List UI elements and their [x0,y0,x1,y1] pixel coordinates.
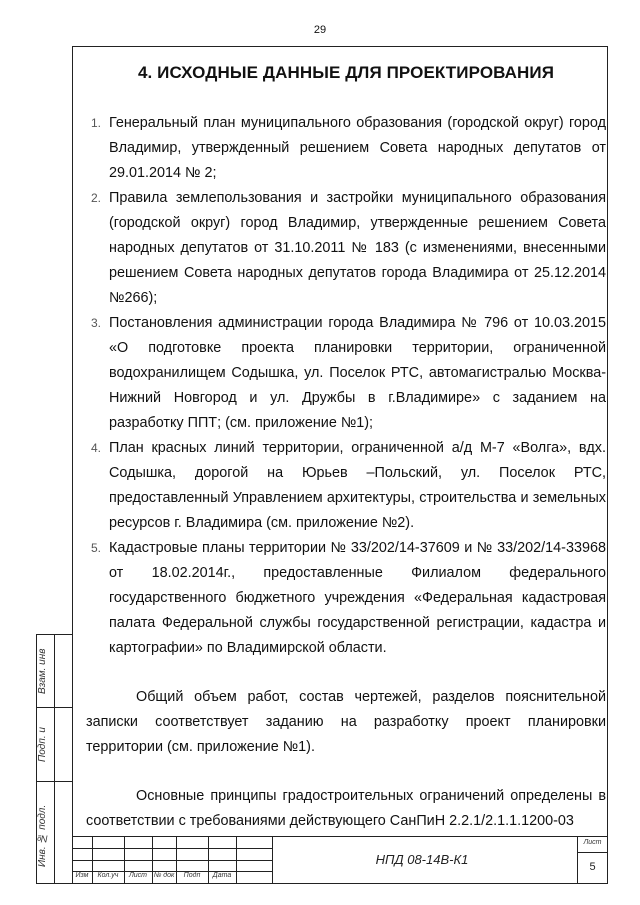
col-header: Лист [128,872,148,879]
list-item [86,311,606,436]
section-title: 4. ИСХОДНЫЕ ДАННЫЕ ДЛЯ ПРОЕКТИРОВАНИЯ [137,63,555,82]
col-header: Дата [212,872,232,879]
side-stamp [36,634,72,884]
podp-data-label: Подп. и [37,727,48,763]
title-block [72,836,608,884]
list-item-number: 1. [91,116,102,130]
list-item-number: 3. [91,316,102,330]
page-number: 29 [313,24,327,36]
list-item-text: Правила землепользования и застройки муниципального образования (городской округ) город Владимир, утвержденные решением Совета народных депутатов от 31.10.2011 № 183 (с изменениями, внесенными решением Совета народных депутатов города Владимира от 25.12.2014 №266); [109,190,606,306]
list-item-number: 4. [91,441,102,455]
principles-paragraph: Основные принципы градостроительных ограничений определены в соответствии с требованиями действующего СанПиН 2.2.1/2.1.1.1200-03 [86,788,606,829]
list-item-text: Постановления администрации города Владимира № 796 от 10.03.2015 «О подготовке проекта планировки территории, ограниченной водохранилищем Содышка, ул. Поселок РТС, автомагистралью Москва-Нижний Новгород и ул. Дружбы в г.Владимире» с заданием на разработку ППТ; (см. приложение №1); [109,315,606,431]
inv-podl-label: Инв. № подл. [37,804,48,868]
list-item-text: План красных линий территории, ограниченной а/д М-7 «Волга», вдх. Содышка, дорогой на Юрьев –Польский, ул. Поселок РТС, предоставленный Управлением архитектуры, строительства и земельных ресурсов г. Владимира (см. приложение №2). [109,440,606,531]
vzam-inv-label: Взам. инв [37,648,48,694]
list-item-number: 5. [91,541,102,555]
list-item-text: Кадастровые планы территории № 33/202/14-37609 и № 33/202/14-33968 от 18.02.2014г., предоставленные Филиалом федерального государственного бюджетного учреждения «Федеральная кадастровая палата Федеральной службы государственной регистрации, кадастра и картографии» по Владимирской области. [109,540,606,656]
list-item [86,536,606,661]
scope-paragraph: Общий объем работ, состав чертежей, разделов пояснительной записки соответствует заданию на разработку проект планировки территории (см. приложение №1). [86,689,606,755]
sheet-number: 5 [589,861,596,873]
document-body [86,58,606,834]
col-header: Изм [75,872,89,879]
list-item [86,111,606,186]
document-code: НПД 08-14В-К1 [375,852,469,867]
list-item-text: Генеральный план муниципального образования (городской округ) город Владимир, утвержденный решением Совета народных депутатов от 29.01.2014 № 2; [109,115,606,181]
list-item [86,186,606,311]
sheet-label: Лист [583,839,602,846]
col-header: Кол.уч [97,872,119,879]
list-item-number: 2. [91,191,102,205]
source-data-list [86,111,606,661]
list-item [86,436,606,536]
col-header: Подп [183,872,201,879]
col-header: № док [153,872,175,879]
